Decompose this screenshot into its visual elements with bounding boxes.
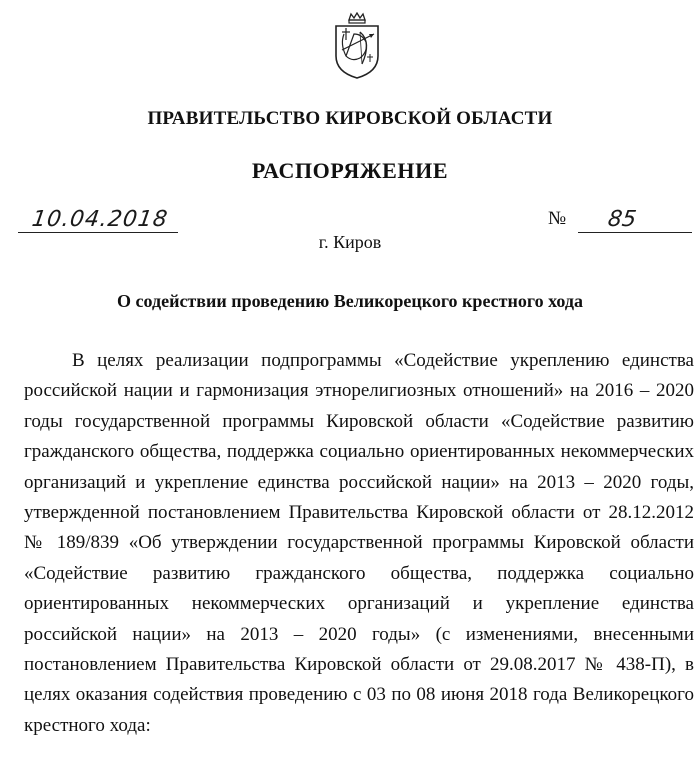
date-field <box>18 202 178 233</box>
document-subject: О содействии проведению Великорецкого крестного хода <box>117 291 583 311</box>
organization-title: ПРАВИТЕЛЬСТВО КИРОВСКОЙ ОБЛАСТИ <box>147 108 553 129</box>
body-paragraph: В целях реализации подпрограммы «Содействие укреплению единства российской нации и гармонизация этнорелигиозных отношений» на 2016 – 2020 годы государственной программы Кировской области «Содействие развитию гражданского общества, поддержка социально ориентированных некоммерческих организаций и укрепление единства российской нации» на 2013 – 2020 годы, утвержденной постановлением Правительства Кировской области от 28.12.2012 № 189/839 «Об утверждении государственной программы Кировской области «Содействие развитию гражданского общества, поддержка социально ориентированных некоммерческих организаций и укрепление единства российской нации» на 2013 – 2020 годы» (с изменениями, внесенными постановлением Правительства Кировской области от 29.08.2017 № 438-П), в целях оказания содействия проведению с 03 по 08 июня 2018 года Великорецкого крестного хода: <box>24 350 694 736</box>
city-label: г. Киров <box>318 232 382 252</box>
document-type-heading: РАСПОРЯЖЕНИЕ <box>251 158 449 183</box>
handwritten-number: 85 <box>606 207 638 232</box>
number-label: № <box>548 208 567 229</box>
handwritten-date: 10.04.2018 <box>30 207 170 232</box>
kirov-region-coat-of-arms-icon <box>332 12 382 80</box>
number-field <box>578 202 692 233</box>
